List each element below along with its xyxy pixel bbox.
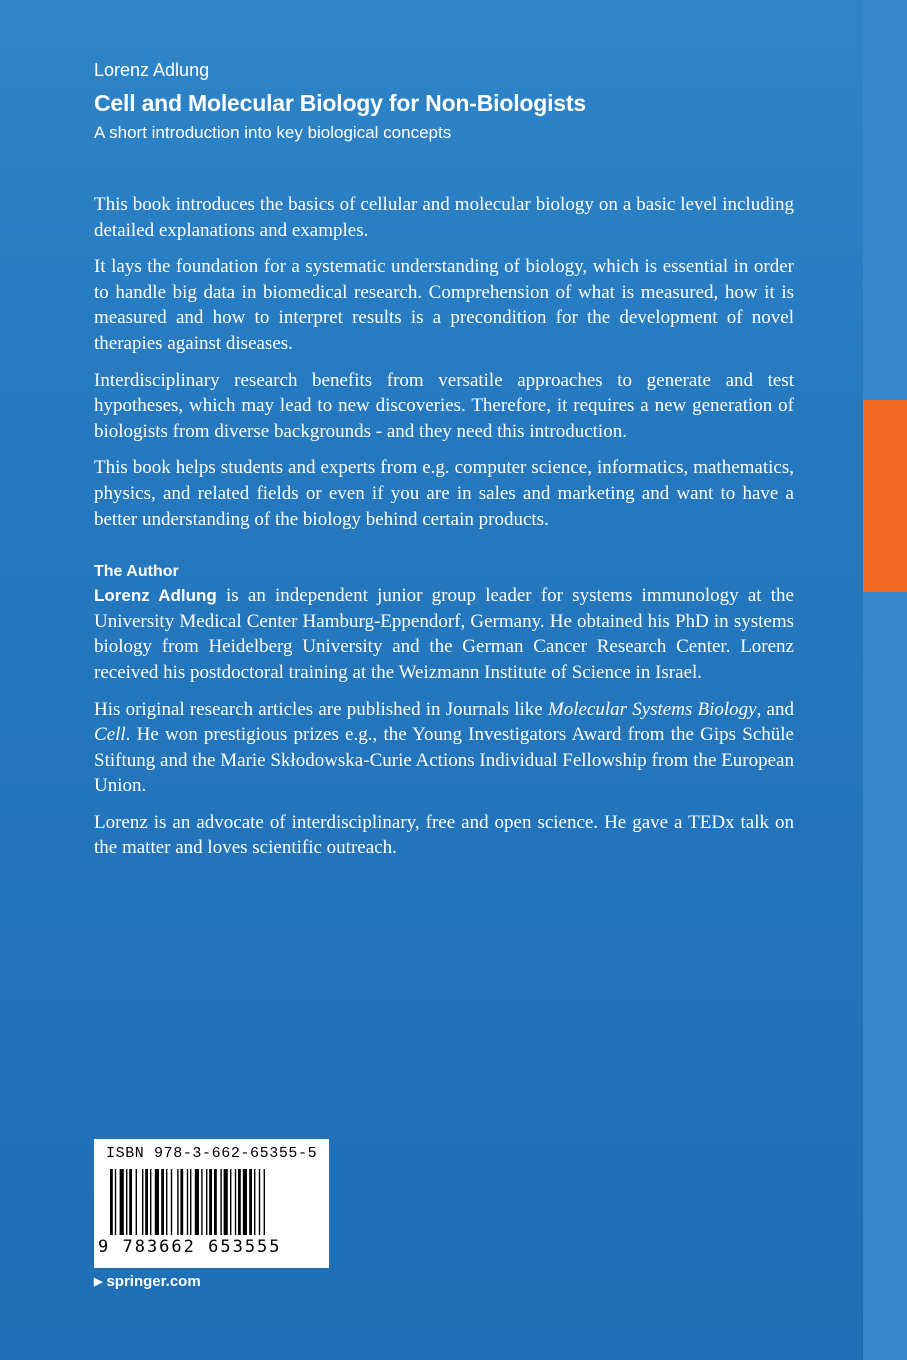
barcode-bar <box>136 1169 137 1235</box>
barcode-bar <box>120 1169 124 1235</box>
barcode-bar <box>220 1169 221 1235</box>
barcode-bar <box>129 1169 132 1235</box>
barcode-bar <box>145 1169 148 1235</box>
barcode-bar <box>238 1169 241 1235</box>
barcode-bar <box>224 1169 228 1235</box>
barcode-bar <box>180 1169 183 1235</box>
blurb-paragraph: This book introduces the basics of cellular and molecular biology on a basic level including detailed explanations and examples. <box>94 194 794 241</box>
barcode-bar <box>115 1169 116 1235</box>
blurb-paragraph: Interdisciplinary research benefits from versatile approaches to generate and test hypotheses, which may lead to new discoveries. Therefore, it requires a new generation of biologists from diverse backgrounds - and they need this introduction. <box>94 369 794 442</box>
barcode-bar <box>142 1169 143 1235</box>
barcode-bar <box>206 1169 207 1235</box>
barcode-bar <box>195 1169 199 1235</box>
barcode-bar <box>190 1169 191 1235</box>
barcode-bar <box>264 1169 265 1235</box>
barcode-bar <box>150 1169 151 1235</box>
barcode-bar <box>126 1169 127 1235</box>
book-subtitle: A short introduction into key biological concepts <box>94 123 452 142</box>
arrow-right-icon: ▶ <box>94 1276 103 1288</box>
barcode-bar <box>243 1169 247 1235</box>
blurb-paragraph: This book helps students and experts from e.g. computer science, informatics, mathematics, physics, and related fields or even if you are in sales and marketing and want to have a better understanding of the biology behind certain products. <box>94 457 794 530</box>
barcode-bar <box>110 1169 113 1235</box>
accent-bar <box>863 400 907 592</box>
barcode-bar <box>166 1169 167 1235</box>
author-bio-1: Lorenz Adlung is an independent junior group leader for systems immunology at the University Medical Center Hamburg-Eppendorf, Germany. He obtained his PhD in systems biology from Heidelberg University and the German Cancer Research Center. Lorenz received his postdoctoral training at the Weizmann Institute of Science in Israel. <box>94 585 794 683</box>
isbn-barcode <box>94 1139 329 1268</box>
journal-name: Molecular Systems Biology <box>547 698 757 720</box>
blurb <box>94 192 794 872</box>
spine-strip <box>863 0 907 1360</box>
barcode-bar <box>201 1169 202 1235</box>
publisher-link-label: springer.com <box>106 1273 201 1290</box>
barcode-bar <box>171 1169 172 1235</box>
author-bio-2: His original research articles are published in Journals like Molecular Systems Biology, and Cell. He won prestigious prizes e.g., the Young Investigators Award from the Gips Schüle Stiftung and the Marie Skłodowska-Curie Actions Individual Fellowship from the European Union. <box>94 698 794 797</box>
barcode-bar <box>155 1169 159 1235</box>
barcode-bar <box>177 1169 178 1235</box>
barcode-bar <box>209 1169 212 1235</box>
barcode-bar <box>230 1169 231 1235</box>
isbn-text: ISBN 978-3-662-65355-5 <box>106 1145 318 1162</box>
author-bio-name: Lorenz Adlung <box>94 586 217 606</box>
barcode-bar <box>259 1169 260 1235</box>
barcode-bar <box>187 1169 188 1235</box>
blurb-paragraph: It lays the foundation for a systematic understanding of biology, which is essential in order to handle big data in biomedical research. Comprehension of what is measured, how it is measured and how to interpret results is a precondition for the development of novel therapies against diseases. <box>94 256 794 354</box>
author-name: Lorenz Adlung <box>94 60 210 80</box>
author-bio-3: Lorenz is an advocate of interdisciplinary, free and open science. He gave a TEDx talk on the matter and loves scientific outreach. <box>94 811 794 859</box>
journal-name: Cell <box>94 724 126 746</box>
barcode-bar <box>254 1169 255 1235</box>
author-heading: The Author <box>94 563 179 581</box>
barcode-bar <box>235 1169 236 1235</box>
barcode-bar <box>249 1169 252 1235</box>
cover-header <box>94 58 814 144</box>
barcode-bar <box>214 1169 217 1235</box>
publisher-link[interactable] <box>94 1273 201 1290</box>
barcode-bar <box>161 1169 164 1235</box>
book-title: Cell and Molecular Biology for Non-Biologists <box>94 90 586 116</box>
barcode-digits: 9 783662 653555 <box>98 1237 282 1257</box>
